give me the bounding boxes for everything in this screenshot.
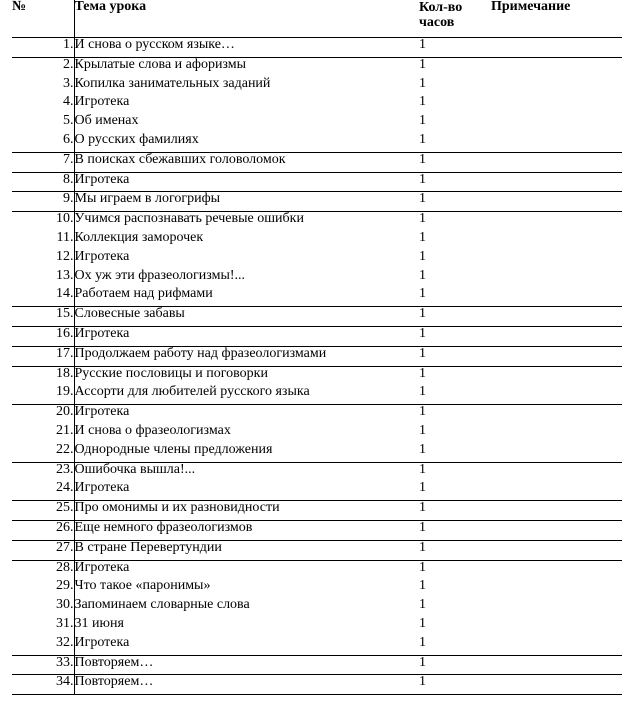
row-topic: Копилка занимательных заданий (74, 77, 419, 96)
row-note (491, 424, 622, 443)
row-hours: 1 (419, 267, 426, 283)
row-note (491, 520, 622, 540)
table-row (12, 405, 622, 424)
table-row (12, 114, 622, 133)
row-topic: Еще немного фразеологизмов (74, 520, 419, 540)
row-note (491, 675, 622, 695)
table-row (12, 152, 622, 172)
row-topic: Игротека (74, 172, 419, 192)
row-hours: 1 (419, 578, 426, 594)
row-topic: Об именах (74, 114, 419, 133)
row-number: 10. (56, 211, 74, 227)
row-note (491, 231, 622, 250)
table-row (12, 443, 622, 462)
row-hours: 1 (419, 481, 491, 500)
table-row (12, 675, 622, 695)
row-number: 9. (12, 192, 74, 212)
table-row (12, 366, 622, 385)
row-hours: 1 (419, 520, 491, 540)
row-number: 22. (12, 443, 74, 462)
table-row (12, 579, 622, 598)
table-row (12, 77, 622, 96)
row-hours: 1 (419, 443, 491, 462)
row-note (491, 114, 622, 133)
row-number: 23. (56, 461, 74, 477)
row-topic: Игротека (74, 636, 419, 655)
row-number: 3. (63, 75, 74, 91)
row-topic: Игротека (74, 250, 419, 269)
header-note: Примечание (491, 0, 622, 38)
row-hours: 1 (419, 346, 491, 366)
table-row (12, 560, 622, 579)
row-number: 28. (56, 559, 74, 575)
table-row (12, 192, 622, 212)
row-topic: Игротека (74, 405, 419, 424)
table-row (12, 462, 622, 481)
row-note (491, 57, 622, 76)
row-topic: Про омонимы и их разновидности (74, 501, 419, 521)
row-hours: 1 (419, 133, 491, 152)
lesson-plan-table (12, 0, 622, 695)
row-number: 21. (56, 422, 74, 438)
table-row (12, 655, 622, 675)
row-note (491, 250, 622, 269)
row-hours: 1 (419, 385, 491, 404)
row-note (491, 443, 622, 462)
row-topic: И снова о фразеологизмах (74, 424, 419, 443)
table-row (12, 520, 622, 540)
row-hours: 1 (419, 172, 491, 192)
row-topic: В поисках сбежавших головоломок (74, 152, 419, 172)
row-note (491, 540, 622, 560)
row-note (491, 462, 622, 481)
row-hours: 1 (419, 636, 491, 655)
row-topic: Игротека (74, 481, 419, 500)
row-topic: Запоминаем словарные слова (74, 598, 419, 617)
row-number: 17. (12, 346, 74, 366)
row-note (491, 326, 622, 346)
table-row (12, 424, 622, 443)
row-topic: И снова о русском языке… (74, 38, 419, 58)
row-hours: 1 (419, 56, 426, 72)
row-topic: Ошибочка вышла!... (74, 462, 419, 481)
row-hours: 1 (419, 655, 491, 675)
row-topic: Продолжаем работу над фразеологизмами (74, 346, 419, 366)
row-number: 1. (12, 38, 74, 58)
row-note (491, 655, 622, 675)
row-topic: Игротека (74, 326, 419, 346)
row-note (491, 152, 622, 172)
row-number: 34. (56, 674, 74, 690)
table-row (12, 346, 622, 366)
row-topic: Игротека (74, 560, 419, 579)
row-hours: 1 (419, 94, 426, 110)
row-topic: Русские пословицы и поговорки (74, 366, 419, 385)
table-row (12, 269, 622, 288)
row-topic: Мы играем в логогрифы (74, 192, 419, 212)
table-row (12, 636, 622, 655)
row-number: 11. (56, 229, 74, 245)
row-note (491, 172, 622, 192)
row-note (491, 38, 622, 58)
row-topic: Учимся распознавать речевые ошибки (74, 212, 419, 231)
row-number: 26. (12, 520, 74, 540)
row-hours: 1 (419, 501, 491, 521)
row-topic: Крылатые слова и афоризмы (74, 57, 419, 76)
table-row (12, 540, 622, 560)
row-topic: Что такое «паронимы» (74, 579, 419, 598)
row-note (491, 405, 622, 424)
row-number: 6. (12, 133, 74, 152)
row-topic: Повторяем… (74, 655, 419, 675)
table-row (12, 38, 622, 58)
row-number: 5. (63, 113, 74, 129)
row-topic: 31 июня (74, 617, 419, 636)
table-row (12, 501, 622, 521)
table-row (12, 212, 622, 231)
row-hours: 1 (419, 211, 426, 227)
header-hours-line1: Кол-во (419, 0, 463, 15)
row-hours: 1 (419, 287, 491, 306)
row-hours: 1 (419, 113, 426, 129)
table-row (12, 481, 622, 500)
row-number: 30. (56, 597, 74, 613)
table-row (12, 172, 622, 192)
row-note (491, 192, 622, 212)
row-number: 19. (12, 385, 74, 404)
row-number: 7. (12, 152, 74, 172)
row-note (491, 598, 622, 617)
row-hours: 1 (419, 307, 491, 327)
table-header-row (12, 0, 622, 38)
row-number: 4. (63, 94, 74, 110)
row-note (491, 617, 622, 636)
row-hours: 1 (419, 674, 426, 690)
row-hours: 1 (419, 248, 426, 264)
row-topic: Повторяем… (74, 675, 419, 695)
row-note (491, 269, 622, 288)
row-note (491, 307, 622, 327)
row-number: 33. (12, 655, 74, 675)
row-note (491, 346, 622, 366)
row-hours: 1 (419, 38, 491, 58)
row-note (491, 560, 622, 579)
header-topic: Тема урока (74, 0, 419, 38)
row-hours: 1 (419, 326, 491, 346)
row-number: 29. (56, 578, 74, 594)
row-number: 16. (12, 326, 74, 346)
row-note (491, 287, 622, 306)
row-hours: 1 (419, 229, 426, 245)
row-note (491, 366, 622, 385)
row-note (491, 133, 622, 152)
header-hours (419, 0, 491, 38)
row-number: 15. (12, 307, 74, 327)
row-topic: Коллекция заморочек (74, 231, 419, 250)
table-row (12, 326, 622, 346)
row-topic: Однородные члены предложения (74, 443, 419, 462)
row-hours: 1 (419, 192, 491, 212)
row-number: 18. (56, 365, 74, 381)
row-topic: Словесные забавы (74, 307, 419, 327)
row-number: 25. (12, 501, 74, 521)
row-hours: 1 (419, 461, 426, 477)
header-number: № (12, 0, 74, 38)
header-hours-line2: часов (419, 15, 455, 30)
row-number: 24. (12, 481, 74, 500)
table-row (12, 133, 622, 152)
row-topic: Работаем над рифмами (74, 287, 419, 306)
row-hours: 1 (419, 615, 426, 631)
row-topic: О русских фамилиях (74, 133, 419, 152)
row-note (491, 212, 622, 231)
table-row (12, 307, 622, 327)
row-topic: Ох уж эти фразеологизмы!... (74, 269, 419, 288)
row-note (491, 636, 622, 655)
row-number: 31. (56, 615, 74, 631)
row-note (491, 481, 622, 500)
table-row (12, 385, 622, 404)
row-hours: 1 (419, 422, 426, 438)
row-hours: 1 (419, 365, 426, 381)
table-row (12, 617, 622, 636)
row-hours: 1 (419, 597, 426, 613)
row-hours: 1 (419, 404, 426, 420)
row-hours: 1 (419, 559, 426, 575)
row-number: 2. (63, 56, 74, 72)
row-note (491, 95, 622, 114)
row-hours: 1 (419, 540, 491, 560)
row-number: 27. (12, 540, 74, 560)
table-row (12, 231, 622, 250)
row-note (491, 579, 622, 598)
row-topic: Ассорти для любителей русского языка (74, 385, 419, 404)
row-number: 14. (12, 287, 74, 306)
row-note (491, 385, 622, 404)
table-row (12, 95, 622, 114)
row-number: 20. (56, 404, 74, 420)
table-row (12, 598, 622, 617)
row-hours: 1 (419, 152, 491, 172)
table-row (12, 287, 622, 306)
row-hours: 1 (419, 75, 426, 91)
row-note (491, 501, 622, 521)
row-number: 32. (12, 636, 74, 655)
row-number: 13. (56, 267, 74, 283)
row-number: 12. (56, 248, 74, 264)
row-topic: Игротека (74, 95, 419, 114)
table-row (12, 250, 622, 269)
row-topic: В стране Перевертундии (74, 540, 419, 560)
table-row (12, 57, 622, 76)
row-note (491, 77, 622, 96)
row-number: 8. (12, 172, 74, 192)
